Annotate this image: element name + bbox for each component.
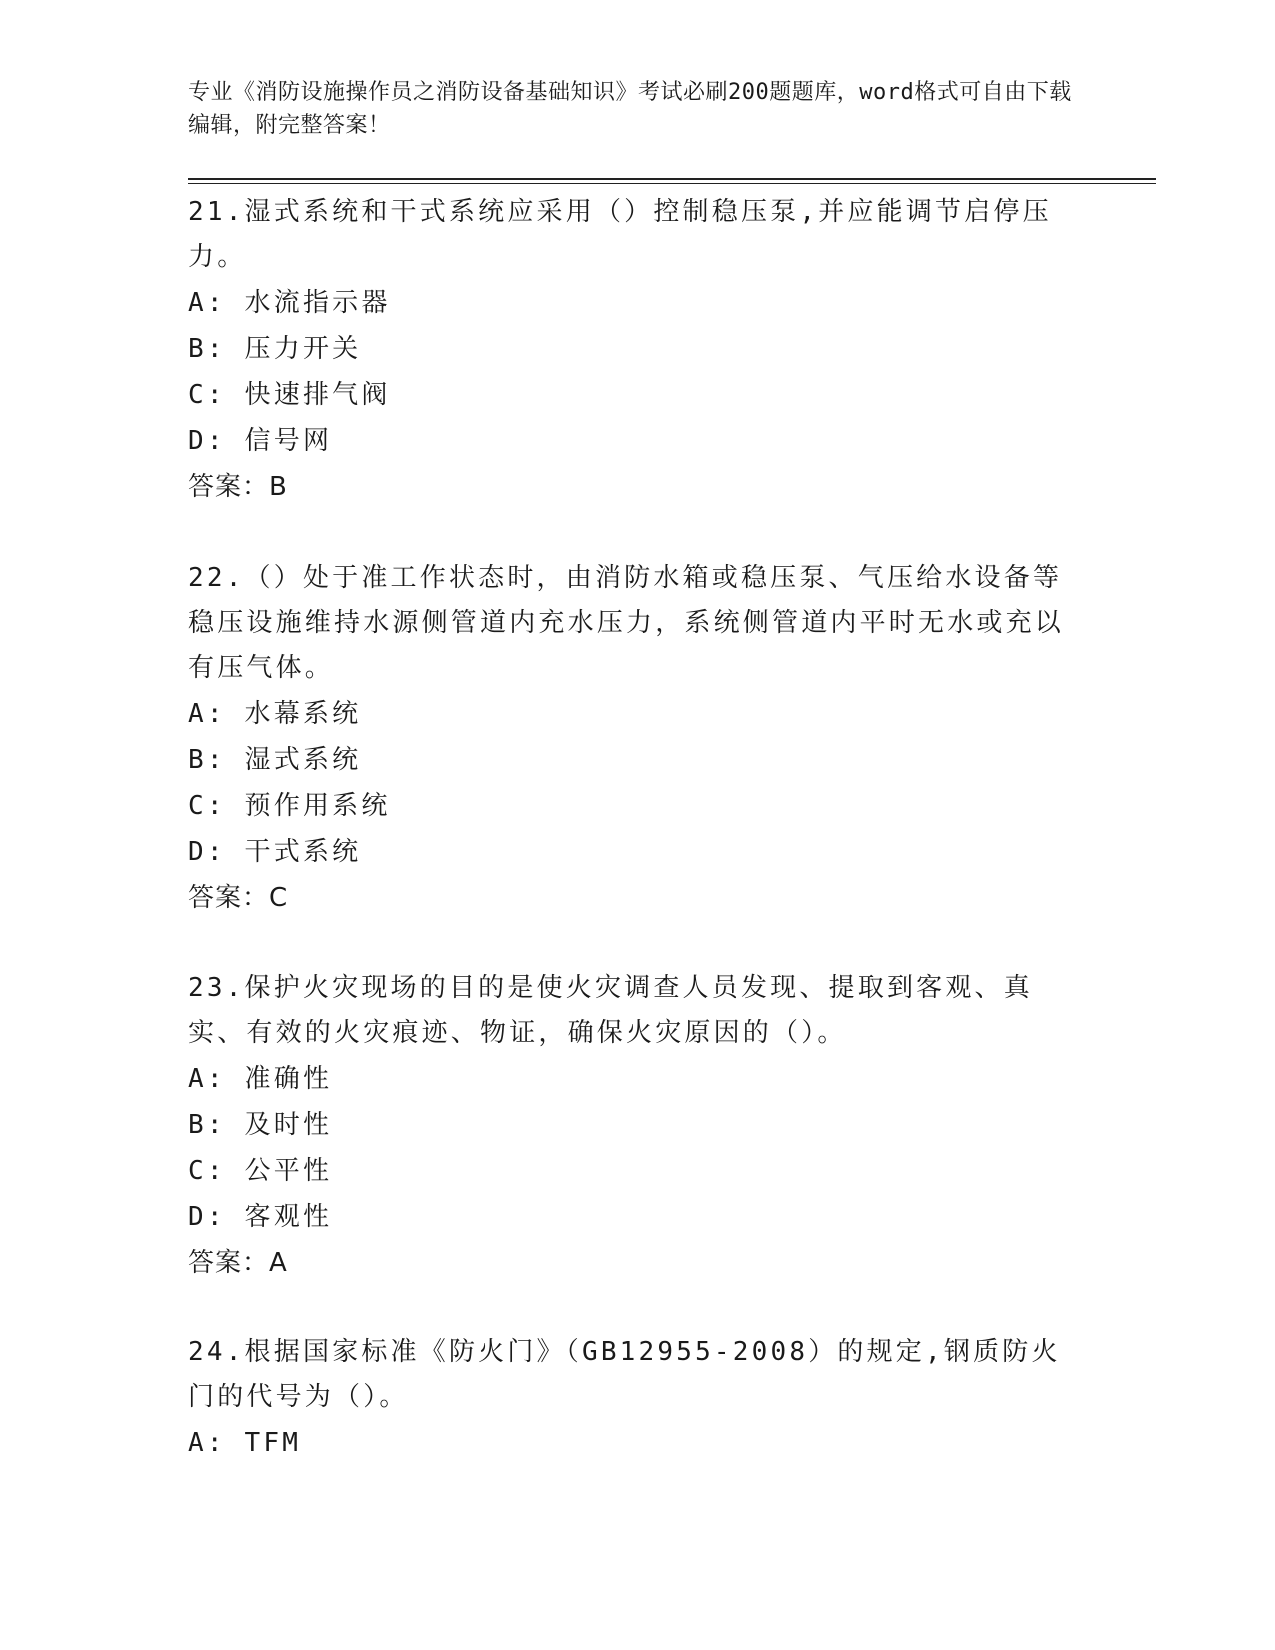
question-stem: 24.根据国家标准《防火门》（GB12955-2008）的规定,钢质防火门的代号为（）。 — [188, 1337, 1061, 1412]
answer: 答案：B — [188, 472, 288, 502]
option-a: A: TFM — [188, 1428, 302, 1458]
answer: 答案：A — [188, 1248, 288, 1278]
option-b: B: 湿式系统 — [188, 745, 362, 775]
question-stem: 22.（）处于准工作状态时，由消防水箱或稳压泵、气压给水设备等稳压设施维持水源侧管道内充水压力，系统侧管道内平时无水或充以有压气体。 — [188, 563, 1065, 683]
option-a: A: 水幕系统 — [188, 699, 362, 729]
option-d: D: 客观性 — [188, 1202, 333, 1232]
option-a: A: 准确性 — [188, 1064, 333, 1094]
question-22 — [188, 556, 1088, 921]
question-23 — [188, 966, 1088, 1286]
question-stem: 21.湿式系统和干式系统应采用（）控制稳压泵,并应能调节启停压力。 — [188, 197, 1052, 272]
option-b: B: 压力开关 — [188, 334, 362, 364]
option-b: B: 及时性 — [188, 1110, 333, 1140]
document-header: 专业《消防设施操作员之消防设备基础知识》考试必刷200题题库，word格式可自由下载编辑，附完整答案！ — [188, 80, 1072, 138]
question-21 — [188, 190, 1088, 510]
option-d: D: 信号网 — [188, 426, 333, 456]
question-stem: 23.保护火灾现场的目的是使火灾调查人员发现、提取到客观、真实、有效的火灾痕迹、物证，确保火灾原因的（）。 — [188, 973, 1033, 1048]
header-divider-thin — [188, 183, 1156, 184]
question-24 — [188, 1330, 1088, 1466]
option-c: C: 预作用系统 — [188, 791, 391, 821]
option-c: C: 快速排气阀 — [188, 380, 391, 410]
option-d: D: 干式系统 — [188, 837, 362, 867]
answer: 答案：C — [188, 883, 289, 913]
header-divider — [188, 178, 1156, 180]
option-c: C: 公平性 — [188, 1156, 333, 1186]
option-a: A: 水流指示器 — [188, 288, 391, 318]
